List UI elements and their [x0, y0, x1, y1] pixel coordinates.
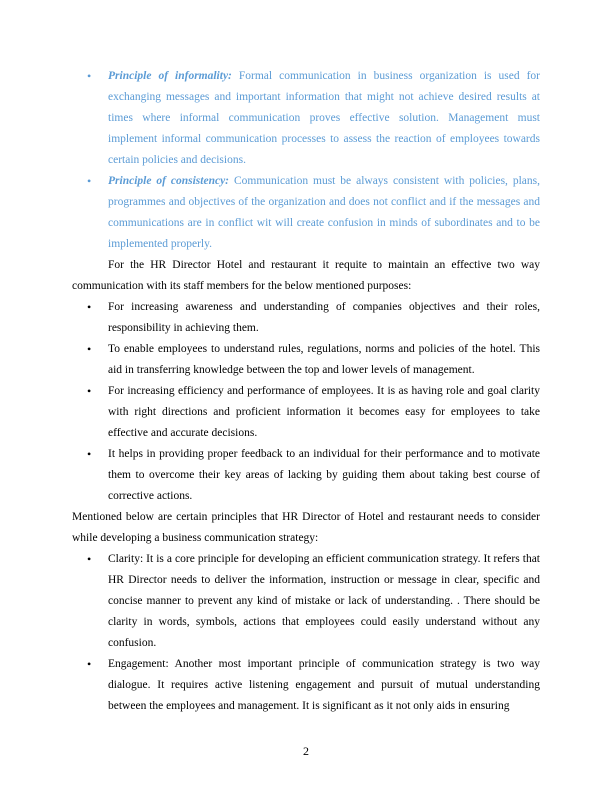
principle-text: Formal communication in business organization is used for exchanging messages and important information that might not achieve desired results at times where informal communication proves effective solution. Management must implement informal communication processes to assess the reaction of employees towards certain policies and decisions. [108, 70, 540, 166]
list-item [72, 171, 540, 255]
blue-principles-list [72, 66, 540, 255]
bullet-icon: • [87, 300, 92, 314]
list-item [72, 339, 540, 381]
purposes-list [72, 297, 540, 507]
list-item [72, 66, 540, 171]
bullet-icon: • [87, 384, 92, 398]
list-item [72, 444, 540, 507]
bullet-icon: • [87, 342, 92, 356]
list-item [72, 549, 540, 654]
list-item [72, 381, 540, 444]
principle-text: Engagement: Another most important principle of communication strategy is two way dialogue. It requires active listening engagement and pursuit of mutual understanding between the employees and management. It is significant as it not only aids in ensuring [108, 658, 540, 712]
principles-intro-paragraph: Mentioned below are certain principles that HR Director of Hotel and restaurant needs to consider while developing a business communication strategy: [72, 511, 540, 544]
purpose-text: For increasing awareness and understanding of companies objectives and their roles, responsibility in achieving them. [108, 301, 540, 334]
principle-text: Communication must be always consistent with policies, plans, programmes and objectives of the organization and does not conflict and if the messages and communications are in conflict wit will create confusion in minds of subordinates and to be implemented properly. [108, 175, 540, 250]
list-item [72, 297, 540, 339]
page-number: 2 [303, 744, 309, 758]
bullet-icon: • [87, 447, 92, 461]
purpose-text: It helps in providing proper feedback to an individual for their performance and to motivate them to overcome their key areas of lacking by guiding them about taking best course of corrective actions. [108, 448, 540, 502]
principle-title: Principle of informality: [108, 70, 232, 82]
document-page [72, 66, 540, 717]
purpose-text: For increasing efficiency and performance of employees. It is as having role and goal clarity with right directions and proficient information it becomes easy for employees to take effective and accurate decisions. [108, 385, 540, 439]
intro-paragraph: For the HR Director Hotel and restaurant it requite to maintain an effective two way communication with its staff members for the below mentioned purposes: [72, 259, 540, 292]
principles-list [72, 549, 540, 717]
bullet-icon: • [87, 657, 92, 671]
bullet-icon: • [87, 174, 92, 188]
bullet-icon: • [87, 69, 92, 83]
principle-text: Clarity: It is a core principle for developing an efficient communication strategy. It refers that HR Director needs to deliver the information, instruction or message in clear, specific and concise manner to prevent any kind of mistake or lack of understanding. . There should be clarity in words, symbols, actions that employees could easily understand without any confusion. [108, 553, 540, 649]
principle-title: Principle of consistency: [108, 175, 230, 187]
purpose-text: To enable employees to understand rules, regulations, norms and policies of the hotel. This aid in transferring knowledge between the top and lower levels of management. [108, 343, 540, 376]
bullet-icon: • [87, 552, 92, 566]
list-item [72, 654, 540, 717]
